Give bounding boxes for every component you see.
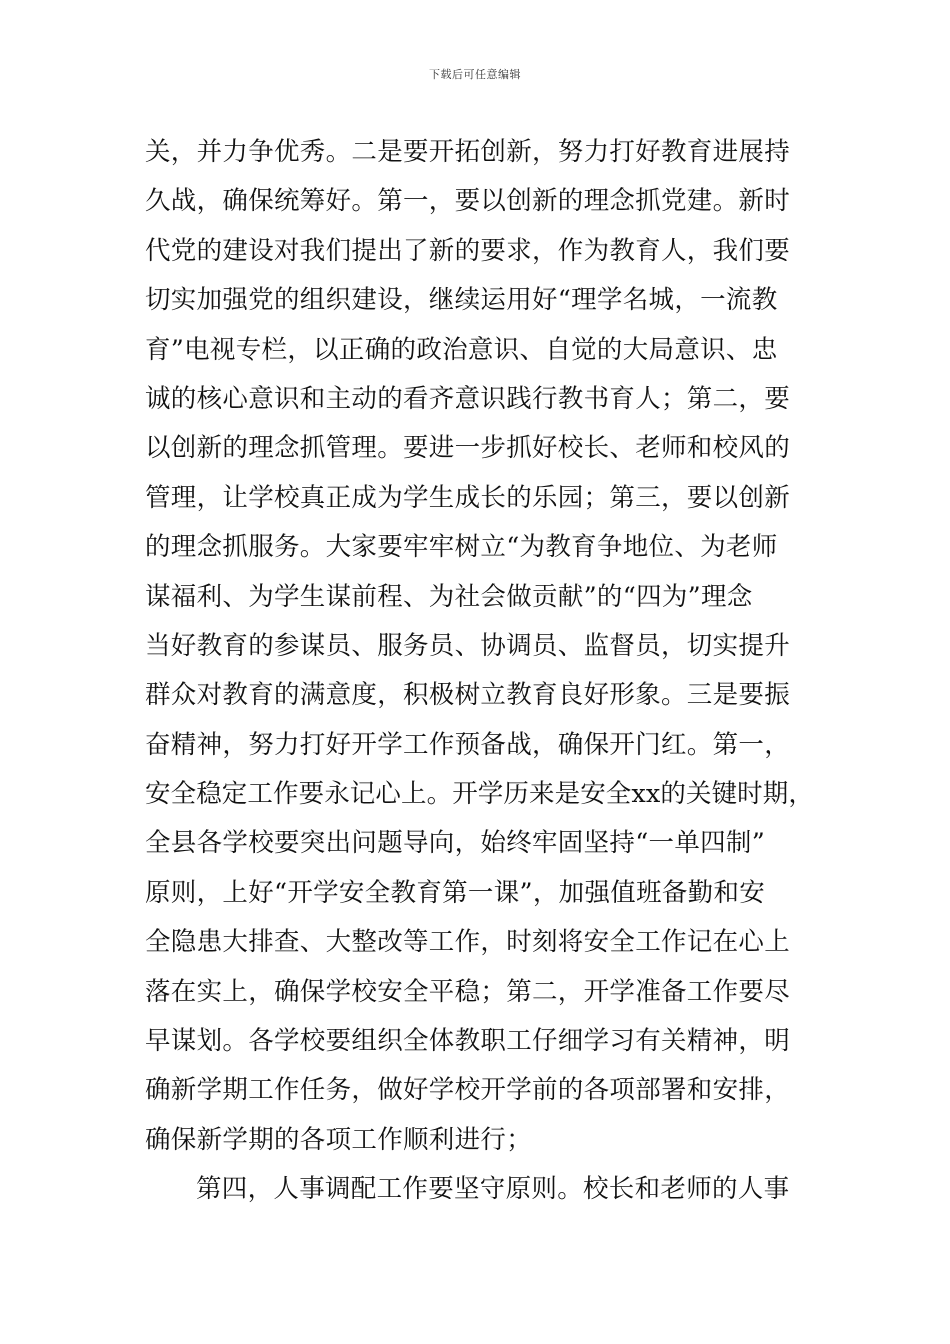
text-line: 育”电视专栏，以正确的政治意识、自觉的大局意识、忠 [145, 334, 778, 365]
text-line: 久战，确保统筹好。第一，要以创新的理念抓党建。新时 [145, 186, 791, 217]
text-line: 以创新的理念抓管理。要进一步抓好校长、老师和校风的 [145, 433, 791, 464]
text-line: 确新学期工作任务，做好学校开学前的各项部署和安排， [145, 1075, 791, 1106]
text-line: 当好教育的参谋员、服务员、协调员、监督员，切实提升 [145, 630, 791, 661]
paragraph-start-line: 第四，人事调配工作要坚守原则。校长和老师的人事 [196, 1174, 790, 1205]
text-line: 早谋划。各学校要组织全体教职工仔细学习有关精神，明 [145, 1026, 791, 1057]
body-text [145, 128, 815, 1215]
text-line: 关，并力争优秀。二是要开拓创新，努力打好教育进展持 [145, 137, 791, 167]
text-line: 全隐患大排查、大整改等工作，时刻将安全工作记在心上 [145, 927, 791, 958]
text-line: 切实加强党的组织建设，继续运用好“理学名城，一流教 [145, 285, 778, 316]
text-line: 落在实上，确保学校安全平稳；第二，开学准备工作要尽 [145, 976, 791, 1007]
text-line: 全县各学校要突出问题导向，始终牢固坚持“一单四制” [145, 828, 766, 859]
text-line: 原则，上好“开学安全教育第一课”，加强值班备勤和安 [145, 877, 766, 908]
text-line: 群众对教育的满意度，积极树立教育良好形象。三是要振 [145, 680, 791, 711]
text-line: 奋精神，努力打好开学工作预备战，确保开门红。第一， [145, 729, 791, 760]
text-line: 管理，让学校真正成为学生成长的乐园；第三，要以创新 [145, 482, 791, 513]
text-line: 安全稳定工作要永记心上。开学历来是安全xx的关键时期， [145, 779, 814, 810]
text-line: 谋福利、为学生谋前程、为社会做贡献”的“四为”理念 [145, 581, 753, 612]
text-line: 诚的核心意识和主动的看齐意识践行教书育人；第二，要 [145, 383, 791, 414]
text-line: 确保新学期的各项工作顺利进行； [145, 1124, 533, 1155]
text-line: 的理念抓服务。大家要牢牢树立“为教育争地位、为老师 [145, 532, 778, 563]
text-line: 代党的建设对我们提出了新的要求，作为教育人，我们要 [145, 235, 791, 266]
page-header: 下载后可任意编辑 [429, 68, 521, 81]
